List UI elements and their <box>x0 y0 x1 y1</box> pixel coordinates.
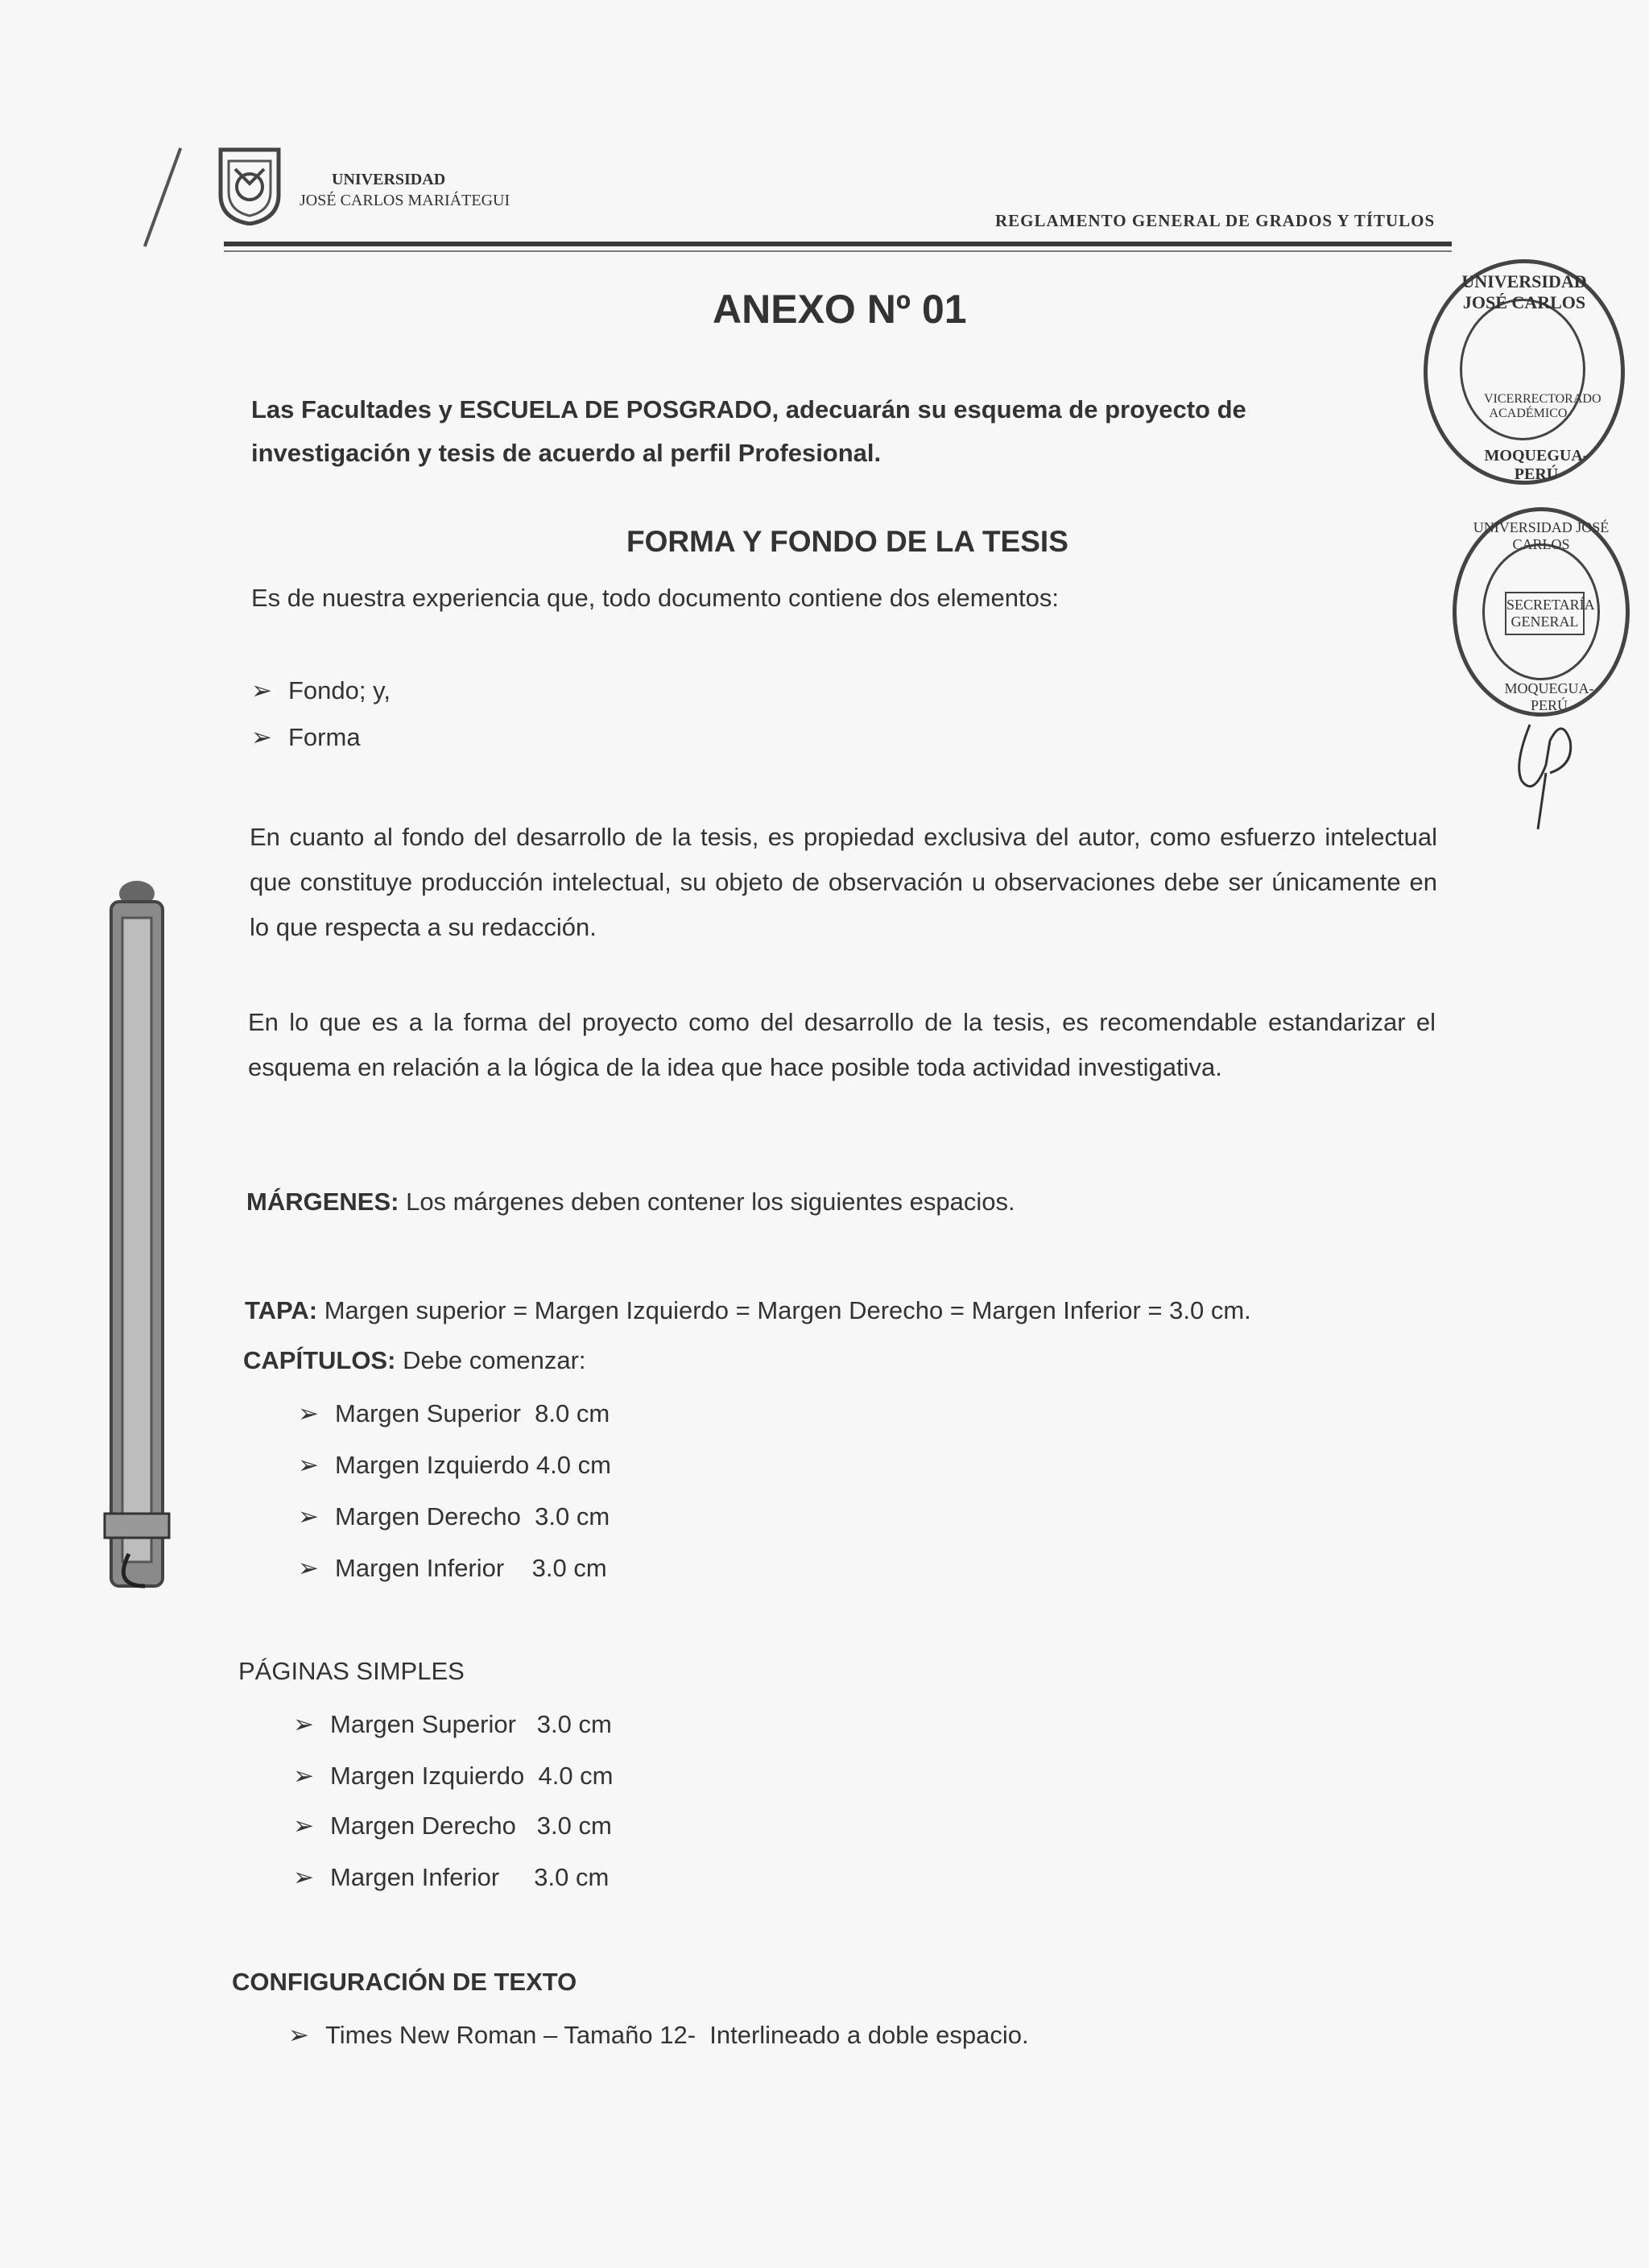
capitulos-item <box>298 1502 610 1531</box>
bullet-arrow-icon: ➢ <box>298 1554 319 1582</box>
elements-item-label: Forma <box>288 723 361 751</box>
margenes-text: Los márgenes deben contener los siguientes espacios. <box>406 1188 1015 1216</box>
bullet-arrow-icon: ➢ <box>293 1710 314 1738</box>
bullet-arrow-icon: ➢ <box>298 1451 319 1479</box>
stamp2-bottom-text: MOQUEGUA-PERÚ <box>1504 680 1594 713</box>
config-item-label: Times New Roman – Tamaño 12- Interlineado a doble espacio. <box>325 2021 1029 2049</box>
bullet-arrow-icon: ➢ <box>298 1399 319 1427</box>
section-subtitle: FORMA Y FONDO DE LA TESIS <box>626 525 1068 558</box>
config-heading: CONFIGURACIÓN DE TEXTO <box>232 1968 577 1996</box>
intro-statement: Las Facultades y ESCUELA DE POSGRADO, adecuarán su esquema de proyecto de investigación y tesis de acuerdo al perfil Profesional. <box>251 395 1246 467</box>
tapa-label: TAPA: <box>245 1296 318 1324</box>
university-logo <box>216 145 283 225</box>
bullet-arrow-icon: ➢ <box>251 723 272 751</box>
stamp1-center-text: VICERRECTORADO ACADÉMICO <box>1484 392 1601 420</box>
vicerrectorado-stamp <box>1424 259 1625 485</box>
paragraph-fondo: En cuanto al fondo del desarrollo de la tesis, es propiedad exclusiva del autor, como esfuerzo intelectual que constituye producción intelectual, su objeto de observación u observaciones debe ser únicamente en lo que respecta a su redacción. <box>250 823 1437 941</box>
header-rule-thin <box>224 250 1452 252</box>
paginas-item <box>293 1812 612 1840</box>
bullet-arrow-icon: ➢ <box>293 1863 314 1891</box>
stamp2-center-text: SECRETARÍA GENERAL <box>1505 592 1585 635</box>
header-rule-thick <box>224 242 1452 246</box>
paginas-item-label: Margen Inferior 3.0 cm <box>330 1863 610 1891</box>
bullet-arrow-icon: ➢ <box>251 676 272 704</box>
elements-item-label: Fondo; y, <box>288 676 391 704</box>
margenes-line <box>246 1188 1015 1217</box>
capitulos-text: Debe comenzar: <box>403 1346 586 1374</box>
paginas-item-label: Margen Derecho 3.0 cm <box>330 1812 612 1840</box>
bullet-arrow-icon: ➢ <box>293 1812 314 1840</box>
paginas-item-label: Margen Superior 3.0 cm <box>330 1710 612 1738</box>
pen-mark <box>143 147 182 247</box>
margenes-label: MÁRGENES: <box>246 1188 399 1216</box>
bullet-arrow-icon: ➢ <box>293 1762 314 1790</box>
bullet-arrow-icon: ➢ <box>298 1502 319 1531</box>
university-line1: UNIVERSIDAD <box>332 171 446 188</box>
page-title: ANEXO Nº 01 <box>713 287 967 332</box>
paginas-heading: PÁGINAS SIMPLES <box>238 1657 465 1685</box>
university-name <box>300 169 510 211</box>
stamp1-bottom-text: MOQUEGUA-PERÚ <box>1484 447 1589 483</box>
config-item <box>288 2021 1029 2050</box>
paginas-item <box>293 1710 612 1739</box>
capitulos-item <box>298 1451 611 1480</box>
capitulos-item <box>298 1399 610 1428</box>
university-line2: JOSÉ CARLOS MARIÁTEGUI <box>300 192 510 209</box>
bullet-arrow-icon: ➢ <box>288 2021 309 2049</box>
capitulos-item-label: Margen Superior 8.0 cm <box>335 1399 610 1427</box>
regulation-header: REGLAMENTO GENERAL DE GRADOS Y TÍTULOS <box>995 211 1436 230</box>
elements-item <box>251 676 391 705</box>
capitulos-label: CAPÍTULOS: <box>243 1346 396 1374</box>
stamp2-top-text: UNIVERSIDAD JOSÉ CARLOS <box>1473 519 1610 552</box>
experience-text: Es de nuestra experiencia que, todo documento contiene dos elementos: <box>251 584 1059 612</box>
tapa-line <box>245 1296 1251 1325</box>
capitulos-item-label: Margen Inferior 3.0 cm <box>335 1554 607 1582</box>
stamp1-top-text: UNIVERSIDAD JOSÉ CARLOS <box>1461 271 1587 312</box>
capitulos-item <box>298 1554 607 1583</box>
secretaria-stamp <box>1453 507 1630 717</box>
paginas-item-label: Margen Izquierdo 4.0 cm <box>330 1762 614 1790</box>
paginas-item <box>293 1863 609 1892</box>
capitulos-item-label: Margen Derecho 3.0 cm <box>335 1502 610 1531</box>
capitulos-line <box>243 1346 586 1375</box>
paginas-item <box>293 1762 614 1791</box>
signature <box>1506 708 1594 837</box>
tapa-text: Margen superior = Margen Izquierdo = Margen Derecho = Margen Inferior = 3.0 cm. <box>324 1296 1251 1324</box>
capitulos-item-label: Margen Izquierdo 4.0 cm <box>335 1451 611 1479</box>
paragraph-forma: En lo que es a la forma del proyecto como del desarrollo de la tesis, es recomendable estandarizar el esquema en relación a la lógica de la idea que hace posible toda actividad investigativa. <box>248 1008 1436 1081</box>
binder-clip <box>97 878 177 1602</box>
elements-item <box>251 723 361 752</box>
